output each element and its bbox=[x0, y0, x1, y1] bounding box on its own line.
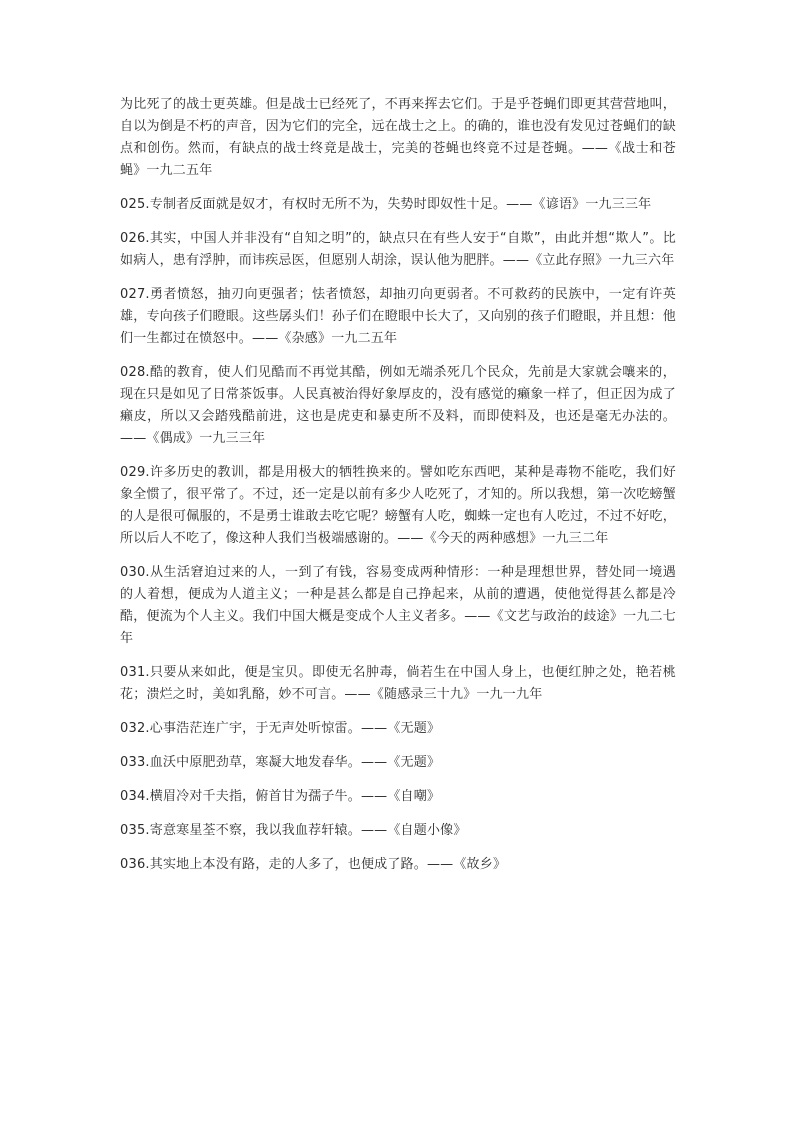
quote-paragraph: 033.血沃中原肥劲草，寒凝大地发春华。——《无题》 bbox=[120, 755, 441, 770]
quote-paragraph: 026.其实，中国人并非没有“自知之明”的，缺点只在有些人安于“自欺”，由此并想“欺人”。比如病人，患有浮肿，而讳疾忌医，但愿别人胡涂，误认他为肥胖。——《立此存照》一九三六年 bbox=[120, 231, 676, 268]
quote-paragraph: 032.心事浩茫连广宇，于无声处听惊雷。——《无题》 bbox=[120, 721, 441, 736]
quote-paragraph: 031.只要从来如此，便是宝贝。即使无名肿毒，倘若生在中国人身上，也便红肿之处，艳若桃花；溃烂之时，美如乳酪，妙不可言。——《随感录三十九》一九一九年 bbox=[120, 665, 676, 702]
quote-paragraph: 030.从生活窘迫过来的人，一到了有钱，容易变成两种情形：一种是理想世界，替处同一境遇的人着想，便成为人道主义；一种是甚么都是自己挣起来，从前的遭遇，使他觉得甚么都是冷酷，便流为个人主义。我们中国大概是变成个人主义者多。——《文艺与政治的歧途》一九二七年 bbox=[120, 565, 676, 646]
quote-paragraph: 025.专制者反面就是奴才，有权时无所不为，失势时即奴性十足。——《谚语》一九三三年 bbox=[120, 197, 652, 212]
quote-paragraph: 036.其实地上本没有路，走的人多了，也便成了路。——《故乡》 bbox=[120, 857, 507, 872]
quote-paragraph: 028.酷的教育，使人们见酷而不再觉其酷，例如无端杀死几个民众，先前是大家就会嚷来的，现在只是如见了日常茶饭事。人民真被治得好象厚皮的，没有感觉的癞象一样了，但正因为成了癞皮，所以又会踏残酷前进，这也是虎吏和暴吏所不及料，而即使料及，也还是毫无办法的。——《偶成》一九三三年 bbox=[120, 365, 676, 446]
quote-paragraph: 034.横眉冷对千夫指，俯首甘为孺子牛。——《自嘲》 bbox=[120, 789, 441, 804]
quote-paragraph: 为比死了的战士更英雄。但是战士已经死了，不再来挥去它们。于是乎苍蝇们即更其营营地叫，自以为倒是不朽的声音，因为它们的完全，远在战士之上。的确的，谁也没有发见过苍蝇们的缺点和创伤。然而，有缺点的战士终竟是战士，完美的苍蝇也终竟不过是苍蝇。——《战士和苍蝇》一九二五年 bbox=[120, 97, 676, 178]
quote-paragraph: 035.寄意寒星荃不察，我以我血荐轩辕。——《自题小像》 bbox=[120, 823, 467, 838]
document-page bbox=[120, 94, 676, 888]
quote-paragraph: 029.许多历史的教训，都是用极大的牺牲换来的。譬如吃东西吧，某种是毒物不能吃，我们好象全惯了，很平常了。不过，还一定是以前有多少人吃死了，才知的。所以我想，第一次吃螃蟹的人是很可佩服的，不是勇士谁敢去吃它呢？螃蟹有人吃，蜘蛛一定也有人吃过，不过不好吃，所以后人不吃了，像这种人我们当极端感谢的。——《今天的两种感想》一九三二年 bbox=[120, 465, 676, 546]
quote-paragraph: 027.勇者愤怒，抽刃向更强者；怯者愤怒，却抽刃向更弱者。不可救药的民族中，一定有许英雄，专向孩子们瞪眼。这些孱头们！孙子们在瞪眼中长大了，又向别的孩子们瞪眼，并且想：他们一生都过在愤怒中。——《杂感》一九二五年 bbox=[120, 287, 676, 346]
